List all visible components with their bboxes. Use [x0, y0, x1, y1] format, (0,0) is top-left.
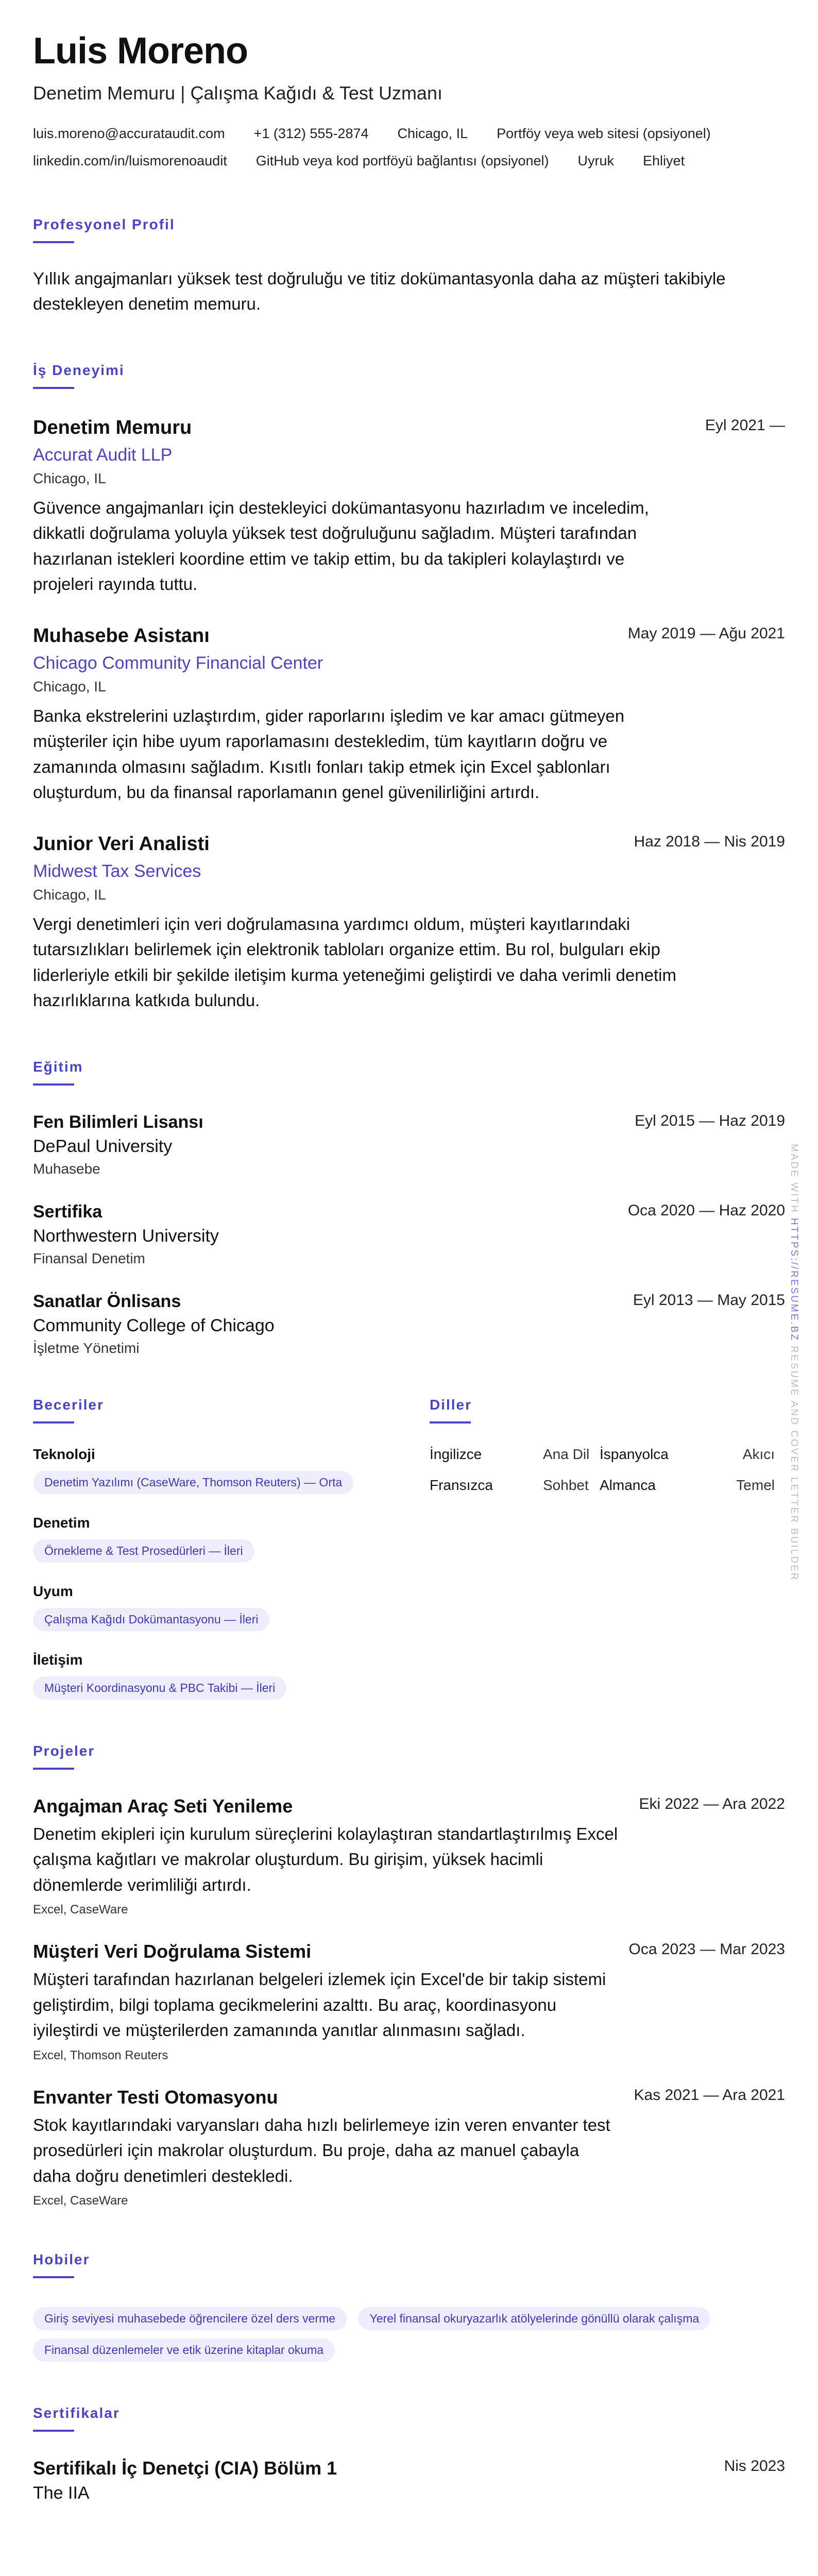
skill-group: [33, 1515, 383, 1563]
section-title-hobbies: Hobiler: [33, 2251, 90, 2268]
section-underline: [33, 2430, 74, 2432]
contact-github[interactable]: GitHub veya kod portföyü bağlantısı (opsiyonel): [255, 152, 549, 168]
skill-group: [33, 1652, 383, 1700]
school-name: Community College of Chicago: [33, 1315, 275, 1335]
contact-linkedin[interactable]: linkedin.com/in/luismorenoaudit: [33, 152, 227, 168]
section-title-certifications: Sertifikalar: [33, 2405, 120, 2421]
project-item: [33, 1795, 785, 1918]
study-field: İşletme Yönetimi: [33, 1340, 140, 1356]
certifications-section: [33, 2405, 785, 2503]
project-dates: Kas 2021 — Ara 2021: [634, 2086, 785, 2104]
skill-pill: Denetim Yazılımı (CaseWare, Thomson Reuters) — Orta: [33, 1471, 353, 1494]
skills-section: [33, 1397, 383, 1700]
project-dates: Eki 2022 — Ara 2022: [639, 1795, 785, 1812]
contact-portfolio[interactable]: Portföy veya web sitesi (opsiyonel): [497, 125, 711, 141]
project-description: Müşteri tarafından hazırlanan belgeleri izlemek için Excel'de bir takip sistemi geliştirdim, bilgi toplama gecikmelerini azalttı. Bu araç, koordinasyonu iyileştirdi ve müşterilerden zamanında yanıtlar alınmasını sağladı.: [33, 1970, 606, 2040]
skill-group: [33, 1446, 383, 1494]
company-name: Midwest Tax Services: [33, 861, 201, 881]
project-title: Müşteri Veri Doğrulama Sistemi: [33, 1941, 312, 1962]
contact-list: [33, 126, 785, 169]
project-tech: Excel, CaseWare: [33, 1903, 128, 1917]
candidate-headline: Denetim Memuru | Çalışma Kağıdı & Test Uzmanı: [33, 82, 442, 104]
contact-location: Chicago, IL: [397, 125, 468, 141]
degree-name: Sanatlar Önlisans: [33, 1291, 181, 1311]
education-dates: Eyl 2015 — Haz 2019: [635, 1112, 785, 1129]
section-underline: [33, 387, 74, 389]
education-item: [33, 1292, 785, 1357]
experience-item: [33, 417, 785, 597]
project-tech: Excel, CaseWare: [33, 2194, 128, 2208]
job-location: Chicago, IL: [33, 678, 106, 694]
skill-category: Denetim: [33, 1514, 90, 1531]
watermark-link[interactable]: HTTPS://RESUME.BZ: [789, 1218, 799, 1342]
certification-name: Sertifikalı İç Denetçi (CIA) Bölüm 1: [33, 2458, 337, 2479]
skill-pill: Çalışma Kağıdı Dokümantasyonu — İleri: [33, 1608, 269, 1631]
builder-watermark: [788, 1144, 799, 1582]
candidate-name: Luis Moreno: [33, 30, 248, 72]
degree-name: Fen Bilimleri Lisansı: [33, 1112, 203, 1132]
contact-email[interactable]: luis.moreno@accurataudit.com: [33, 125, 225, 141]
section-underline: [33, 1768, 74, 1770]
education-item: [33, 1202, 785, 1267]
language-level: Sohbet: [543, 1477, 589, 1493]
section-underline: [33, 241, 74, 243]
watermark-suffix: RESUME AND COVER LETTER BUILDER: [789, 1346, 799, 1582]
language-level: Akıcı: [742, 1446, 775, 1462]
language-name: Almanca: [600, 1477, 656, 1493]
job-dates: May 2019 — Ağu 2021: [627, 624, 785, 642]
projects-section: [33, 1743, 785, 2209]
project-item: [33, 1941, 785, 2063]
skill-groups: [33, 1446, 383, 1700]
skill-category: Teknoloji: [33, 1446, 95, 1462]
hobby-pill: Giriş seviyesi muhasebede öğrencilere özel ders verme: [33, 2307, 347, 2330]
certification-item: [33, 2458, 785, 2503]
hobby-pill: Yerel finansal okuryazarlık atölyelerinde gönüllü olarak çalışma: [358, 2307, 710, 2330]
hobby-pill: Finansal düzenlemeler ve etik üzerine kitaplar okuma: [33, 2338, 335, 2362]
hobby-list: [33, 2299, 785, 2362]
profile-summary: Yıllık angajmanları yüksek test doğruluğu ve titiz dokümantasyonla daha az müşteri takibiyle destekleyen denetim memuru.: [33, 268, 726, 314]
skill-group: [33, 1583, 383, 1631]
section-underline: [33, 1421, 74, 1423]
experience-section: [33, 362, 785, 1013]
job-title: Muhasebe Asistanı: [33, 624, 210, 647]
skill-pill: Örnekleme & Test Prosedürleri — İleri: [33, 1539, 254, 1563]
education-section: [33, 1059, 785, 1357]
project-tech: Excel, Thomson Reuters: [33, 2048, 168, 2062]
school-name: DePaul University: [33, 1136, 173, 1156]
certification-issuer: The IIA: [33, 2483, 90, 2503]
skill-category: İletişim: [33, 1651, 83, 1668]
language-level: Ana Dil: [543, 1446, 590, 1462]
certification-date: Nis 2023: [724, 2458, 785, 2475]
company-name: Chicago Community Financial Center: [33, 653, 323, 673]
skill-pill: Müşteri Koordinasyonu & PBC Takibi — İleri: [33, 1676, 286, 1700]
job-description: Güvence angajmanları için destekleyici dokümantasyonu hazırladım ve inceledim, dikkatli doğrulama yoluyla yüksek test doğruluğunu sağladım. Müşteri tarafından hazırlanan istekleri koordine ettim ve takip ettim, bu da takipleri kolaylaştırdı ve projeleri rayında tuttu.: [33, 498, 649, 594]
company-name: Accurat Audit LLP: [33, 445, 173, 465]
section-underline: [430, 1421, 471, 1423]
degree-name: Sertifika: [33, 1201, 103, 1222]
section-underline: [33, 2276, 74, 2278]
skill-category: Uyum: [33, 1583, 73, 1599]
project-title: Envanter Testi Otomasyonu: [33, 2086, 278, 2108]
job-location: Chicago, IL: [33, 886, 106, 903]
languages-section: [430, 1397, 785, 1700]
contact-phone[interactable]: +1 (312) 555-2874: [253, 125, 369, 141]
language-level: Temel: [736, 1477, 775, 1493]
education-item: [33, 1112, 785, 1177]
experience-item: [33, 833, 785, 1013]
job-title: Denetim Memuru: [33, 416, 192, 438]
school-name: Northwestern University: [33, 1226, 219, 1246]
job-title: Junior Veri Analisti: [33, 833, 210, 855]
section-title-experience: İş Deneyimi: [33, 362, 125, 378]
project-title: Angajman Araç Seti Yenileme: [33, 1795, 293, 1817]
language-name: Fransızca: [430, 1477, 493, 1493]
contact-license: Ehliyet: [643, 152, 685, 168]
job-dates: Eyl 2021 —: [705, 416, 785, 434]
study-field: Muhasebe: [33, 1160, 100, 1177]
watermark-prefix: MADE WITH: [789, 1144, 799, 1214]
section-title-projects: Projeler: [33, 1742, 95, 1759]
section-title-skills: Beceriler: [33, 1396, 104, 1413]
job-dates: Haz 2018 — Nis 2019: [634, 833, 785, 850]
education-dates: Eyl 2013 — May 2015: [633, 1291, 785, 1309]
project-description: Stok kayıtlarındaki varyansları daha hızlı belirlemeye izin veren envanter test prosedürleri için makrolar oluşturdum. Bu proje, daha az manuel çabayla daha doğru denetimleri destekledi.: [33, 2115, 610, 2185]
project-item: [33, 2087, 785, 2209]
project-dates: Oca 2023 — Mar 2023: [628, 1941, 785, 1958]
project-description: Denetim ekipleri için kurulum süreçlerini kolaylaştıran standartlaştırılmış Excel çalışma kağıtları ve makrolar oluşturdum. Bu girişim, yüksek hacimli dönemlerde verimliliği artırdı.: [33, 1824, 618, 1894]
language-name: İspanyolca: [600, 1446, 669, 1462]
contact-nationality: Uyruk: [577, 152, 615, 168]
experience-item: [33, 625, 785, 805]
profile-section: [33, 216, 785, 317]
section-title-profile: Profesyonel Profil: [33, 216, 175, 232]
job-description: Banka ekstrelerini uzlaştırdım, gider raporlarını işledim ve kar amacı gütmeyen müşteriler için hibe uyum raporlamasını destekledim, tüm kayıtların doğru ve zamanında olmasını sağladım. Kısıtlı fonları takip etmek için Excel şablonları oluşturdum, bu da finansal raporlamanın genel güvenilirliğini artırdı.: [33, 706, 625, 802]
skills-languages-row: [33, 1397, 785, 1700]
job-description: Vergi denetimleri için veri doğrulamasına yardımcı oldum, müşteri kayıtlarındaki tutarsızlıkları belirlemek için elektronik tabloları organize ettim. Bu rol, bulguları ekip liderleriyle etkili bir şekilde iletişim kurma yeteneğimi geliştirdi ve daha verimli denetim hazırlıklarına katkıda bulundu.: [33, 914, 676, 1010]
section-underline: [33, 1083, 74, 1086]
section-title-languages: Diller: [430, 1396, 472, 1413]
language-grid: [430, 1446, 785, 1494]
section-title-education: Eğitim: [33, 1058, 83, 1075]
hobbies-section: [33, 2251, 785, 2362]
language-name: İngilizce: [430, 1446, 482, 1462]
study-field: Finansal Denetim: [33, 1250, 145, 1266]
job-location: Chicago, IL: [33, 470, 106, 486]
education-dates: Oca 2020 — Haz 2020: [627, 1201, 785, 1219]
